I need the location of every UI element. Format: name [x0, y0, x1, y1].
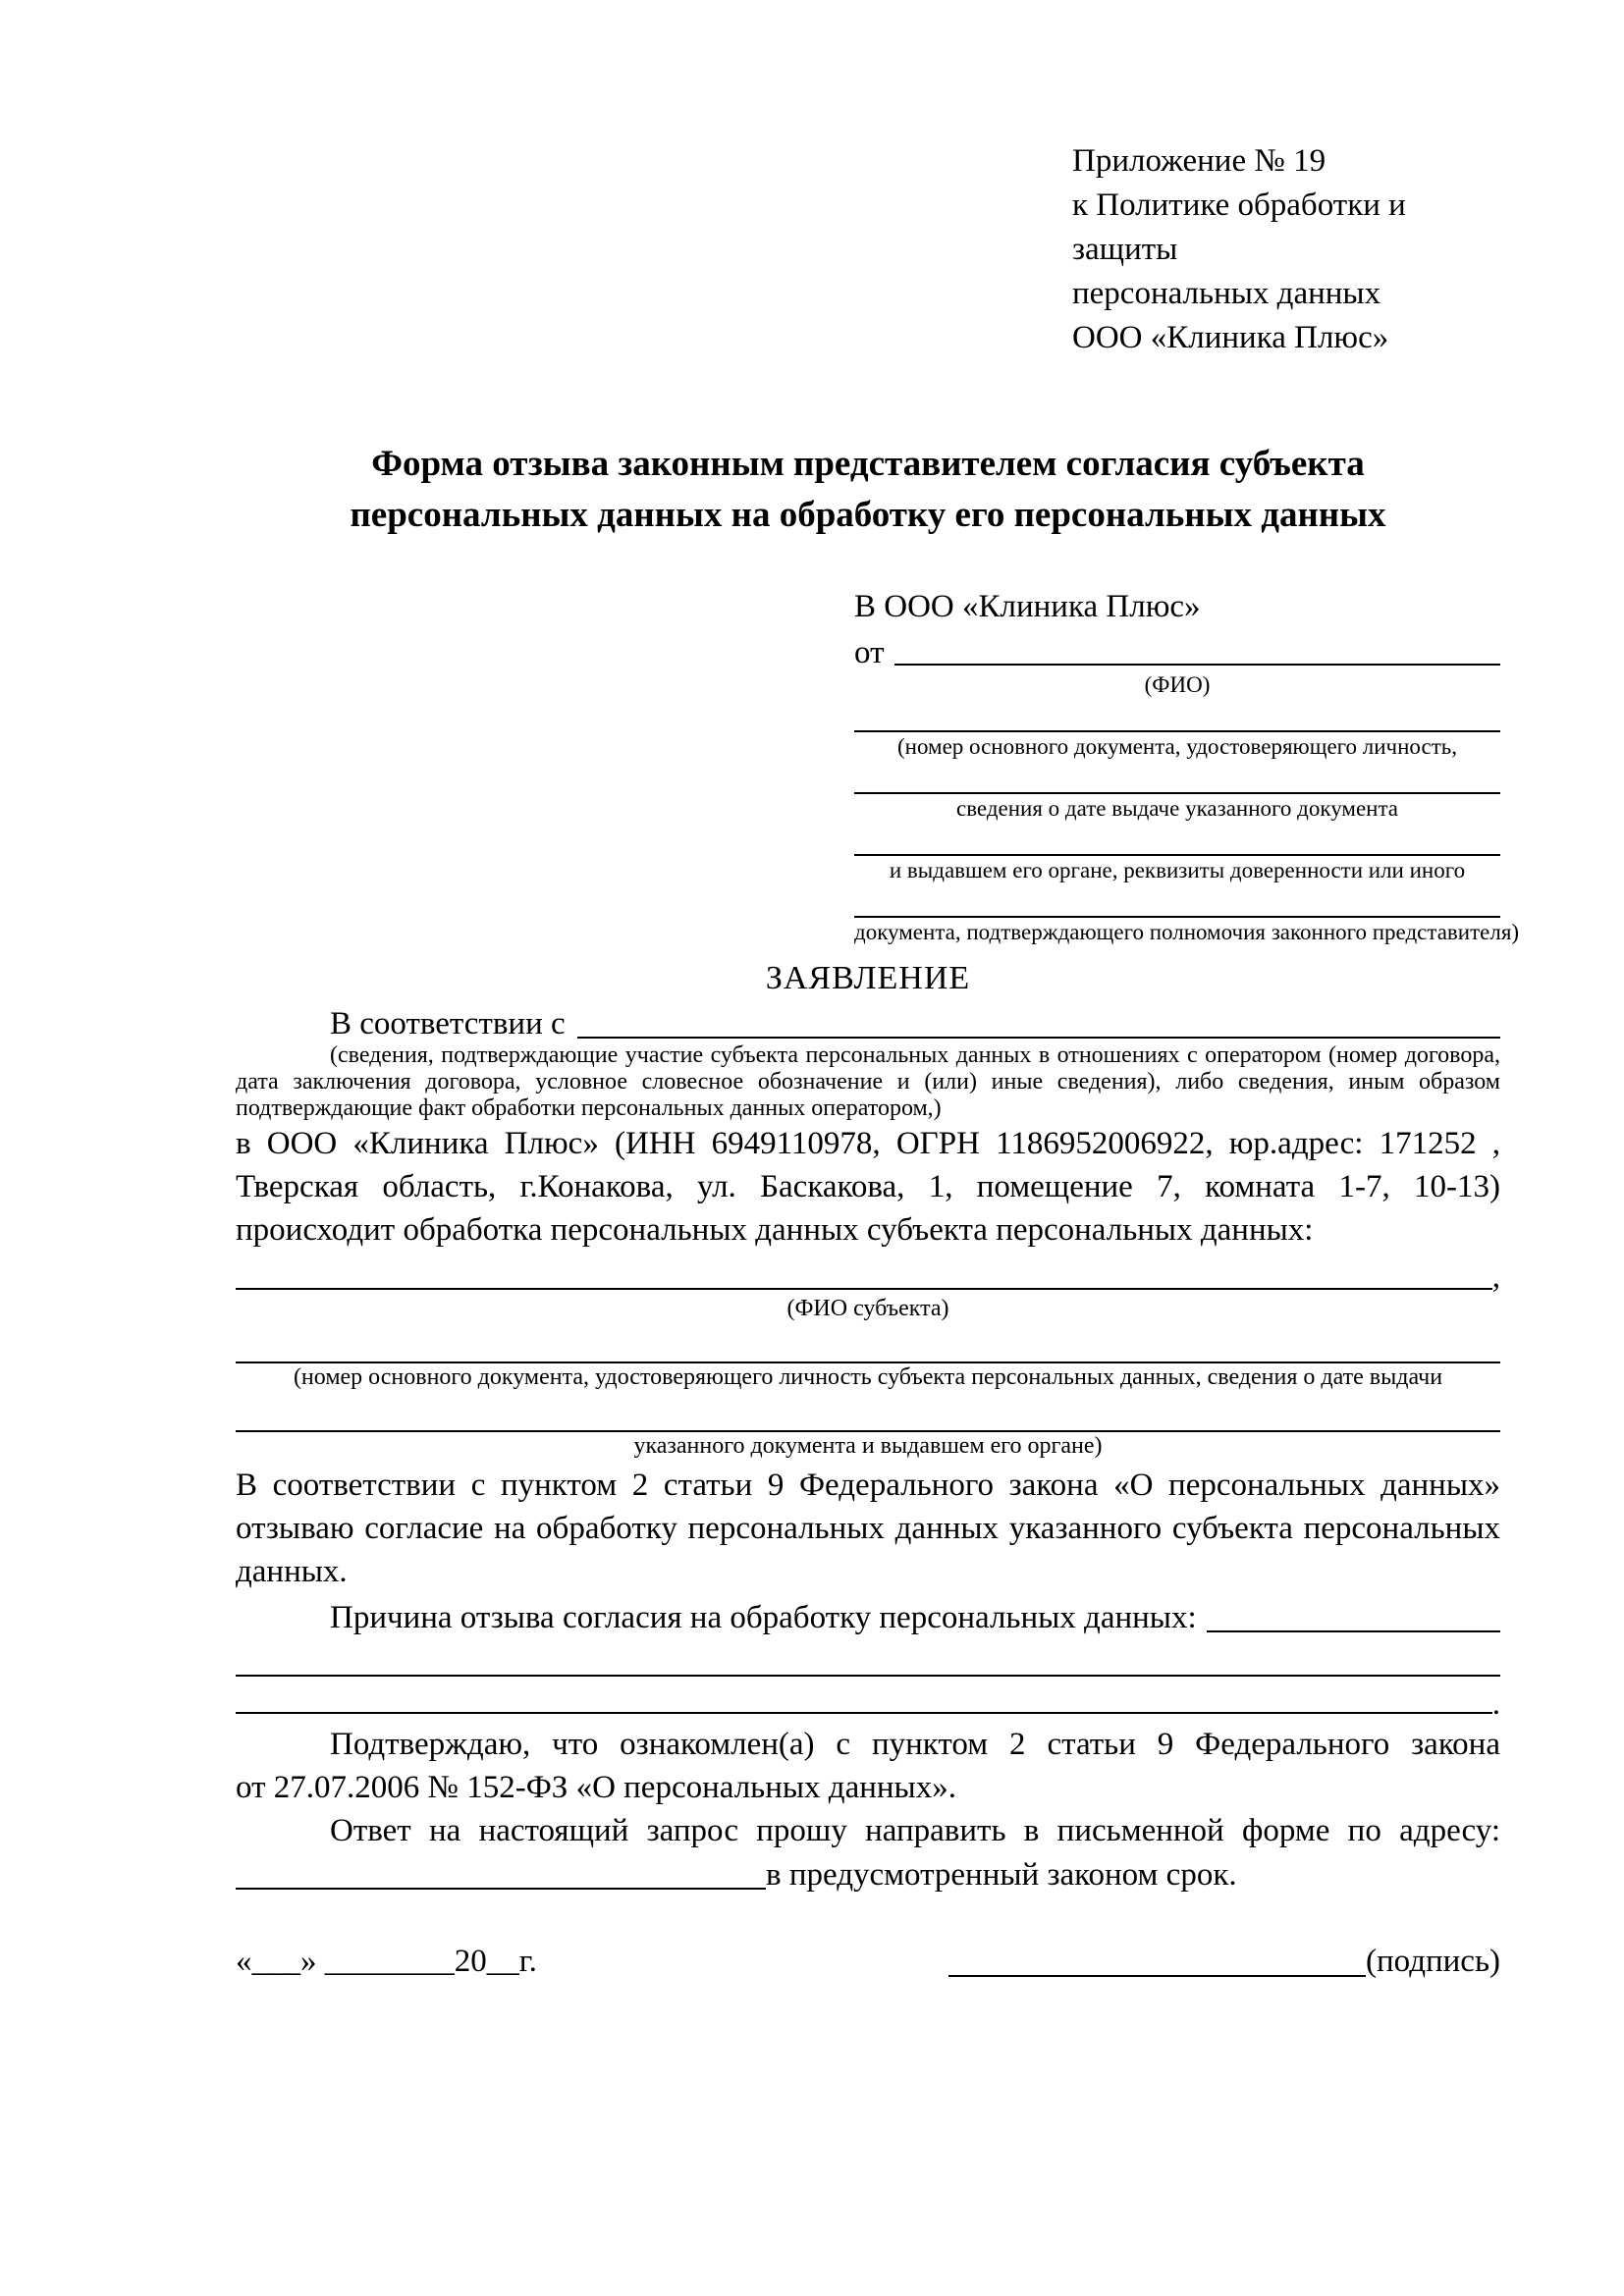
operator-paragraph: в ООО «Клиника Плюс» (ИНН 6949110978, ОГРН 1186952006922, юр.адрес: 171252 , Тверская область, г.Конакова, ул. Баскакова, 1, помещение 7, комната 1-7, 10-13) происходит обработка персональных данных субъекта персональных данных: [236, 1126, 1500, 1248]
signature-area [948, 1941, 1500, 1982]
signature-caption: (подпись) [1366, 1944, 1500, 1979]
accordance-blank-field [577, 1037, 1500, 1039]
statement-heading: ЗАЯВЛЕНИЕ [765, 960, 971, 996]
footer-row [236, 1941, 1500, 1982]
doc-blank-group [854, 884, 1520, 946]
doc-blank-group [854, 761, 1500, 823]
doc-blank-caption: документа, подтверждающего полномочия законного представителя) [854, 920, 1520, 944]
subject-doc-group [236, 1328, 1500, 1391]
addressee-to: В ООО «Клиника Плюс» [854, 589, 1201, 624]
doc-blank-caption: сведения о дате выдаче указанного документа [955, 796, 1399, 821]
from-label: от [854, 635, 885, 670]
subject-doc-caption: (номер основного документа, удостоверяющего личность субъекта персональных данных, сведения о дате выдачи [293, 1364, 1443, 1390]
appendix-line: персональных данных [1072, 276, 1381, 311]
reason-label: Причина отзыва согласия на обработку персональных данных: [330, 1600, 1197, 1635]
reply-address-blank-field [236, 1888, 766, 1890]
reason-blank-period: . [1491, 1686, 1500, 1722]
subject-doc-blank-field [236, 1328, 1500, 1363]
reason-blank-row [236, 1644, 1500, 1682]
from-blank-field [894, 664, 1501, 666]
fio-caption: (ФИО) [1144, 672, 1211, 697]
doc-blank-group [854, 699, 1500, 761]
signature-blank-field [948, 1975, 1366, 1977]
date-blank-line: «___» ________20__г. [236, 1944, 537, 1979]
doc-blank-group [854, 823, 1500, 884]
subject-fio-blank-field [236, 1288, 1492, 1290]
doc-blank-field [854, 761, 1500, 794]
accordance-row [236, 999, 1500, 1042]
addressee-from-row [854, 629, 1500, 670]
reason-row [236, 1593, 1500, 1636]
document-title [236, 439, 1500, 541]
confirm-paragraph: Подтверждаю, что ознакомлен(а) с пунктом 2 статьи 9 Федерального закона от 27.07.2006 № 152-ФЗ «О персональных данных». [236, 1727, 1500, 1805]
subject-doc-caption: указанного документа и выдавшем его органе) [633, 1433, 1103, 1459]
doc-blank-caption: и выдавшем его органе, реквизиты доверенности или иного [889, 858, 1466, 882]
doc-blank-field [854, 884, 1500, 918]
document-title-line2: персональных данных на обработку его персональных данных [350, 495, 1386, 535]
appendix-line: ООО «Клиника Плюс» [1072, 320, 1389, 355]
reason-blank-line [236, 1675, 1500, 1677]
withdraw-paragraph: В соответствии с пунктом 2 статьи 9 Федерального закона «О персональных данных» отзываю согласие на обработку персональных данных указанного субъекта персональных данных. [236, 1468, 1500, 1589]
appendix-line: Приложение № 19 [1072, 143, 1326, 179]
subject-doc-group [236, 1397, 1500, 1460]
doc-blank-caption: (номер основного документа, удостоверяющего личность, [896, 734, 1457, 759]
doc-blank-field [854, 823, 1500, 856]
document-content [236, 139, 1520, 1982]
addressee-block [854, 584, 1520, 946]
subject-fio-caption: (ФИО субъекта) [786, 1296, 949, 1321]
reason-blank-field [1207, 1630, 1500, 1632]
reason-blank-row [236, 1682, 1500, 1722]
appendix-block [1072, 139, 1500, 360]
reply-paragraph: Ответ на настоящий запрос прошу направить в письменной форме по адресу: [330, 1813, 1500, 1848]
subject-fio-comma: , [1491, 1259, 1500, 1295]
reply-tail-text: в предусмотренный законом срок. [766, 1857, 1237, 1893]
reason-blank-line [236, 1712, 1492, 1714]
appendix-line: к Политике обработки и защиты [1072, 187, 1406, 267]
subject-doc-blank-field [236, 1397, 1500, 1432]
accordance-note: (сведения, подтверждающие участие субъекта персональных данных в отношениях с оператором (номер договора, дата заключения договора, условное словесное обозначение и (или) иные сведения), либо сведения, иным образом подтверждающие факт обработки персональных данных оператором,) [236, 1042, 1500, 1121]
subject-fio-row [236, 1255, 1500, 1295]
reply-address-row [236, 1852, 1500, 1894]
accordance-label: В соответствии с [330, 1006, 566, 1041]
document-title-line1: Форма отзыва законным представителем согласия субъекта [371, 444, 1365, 484]
doc-blank-field [854, 699, 1500, 732]
